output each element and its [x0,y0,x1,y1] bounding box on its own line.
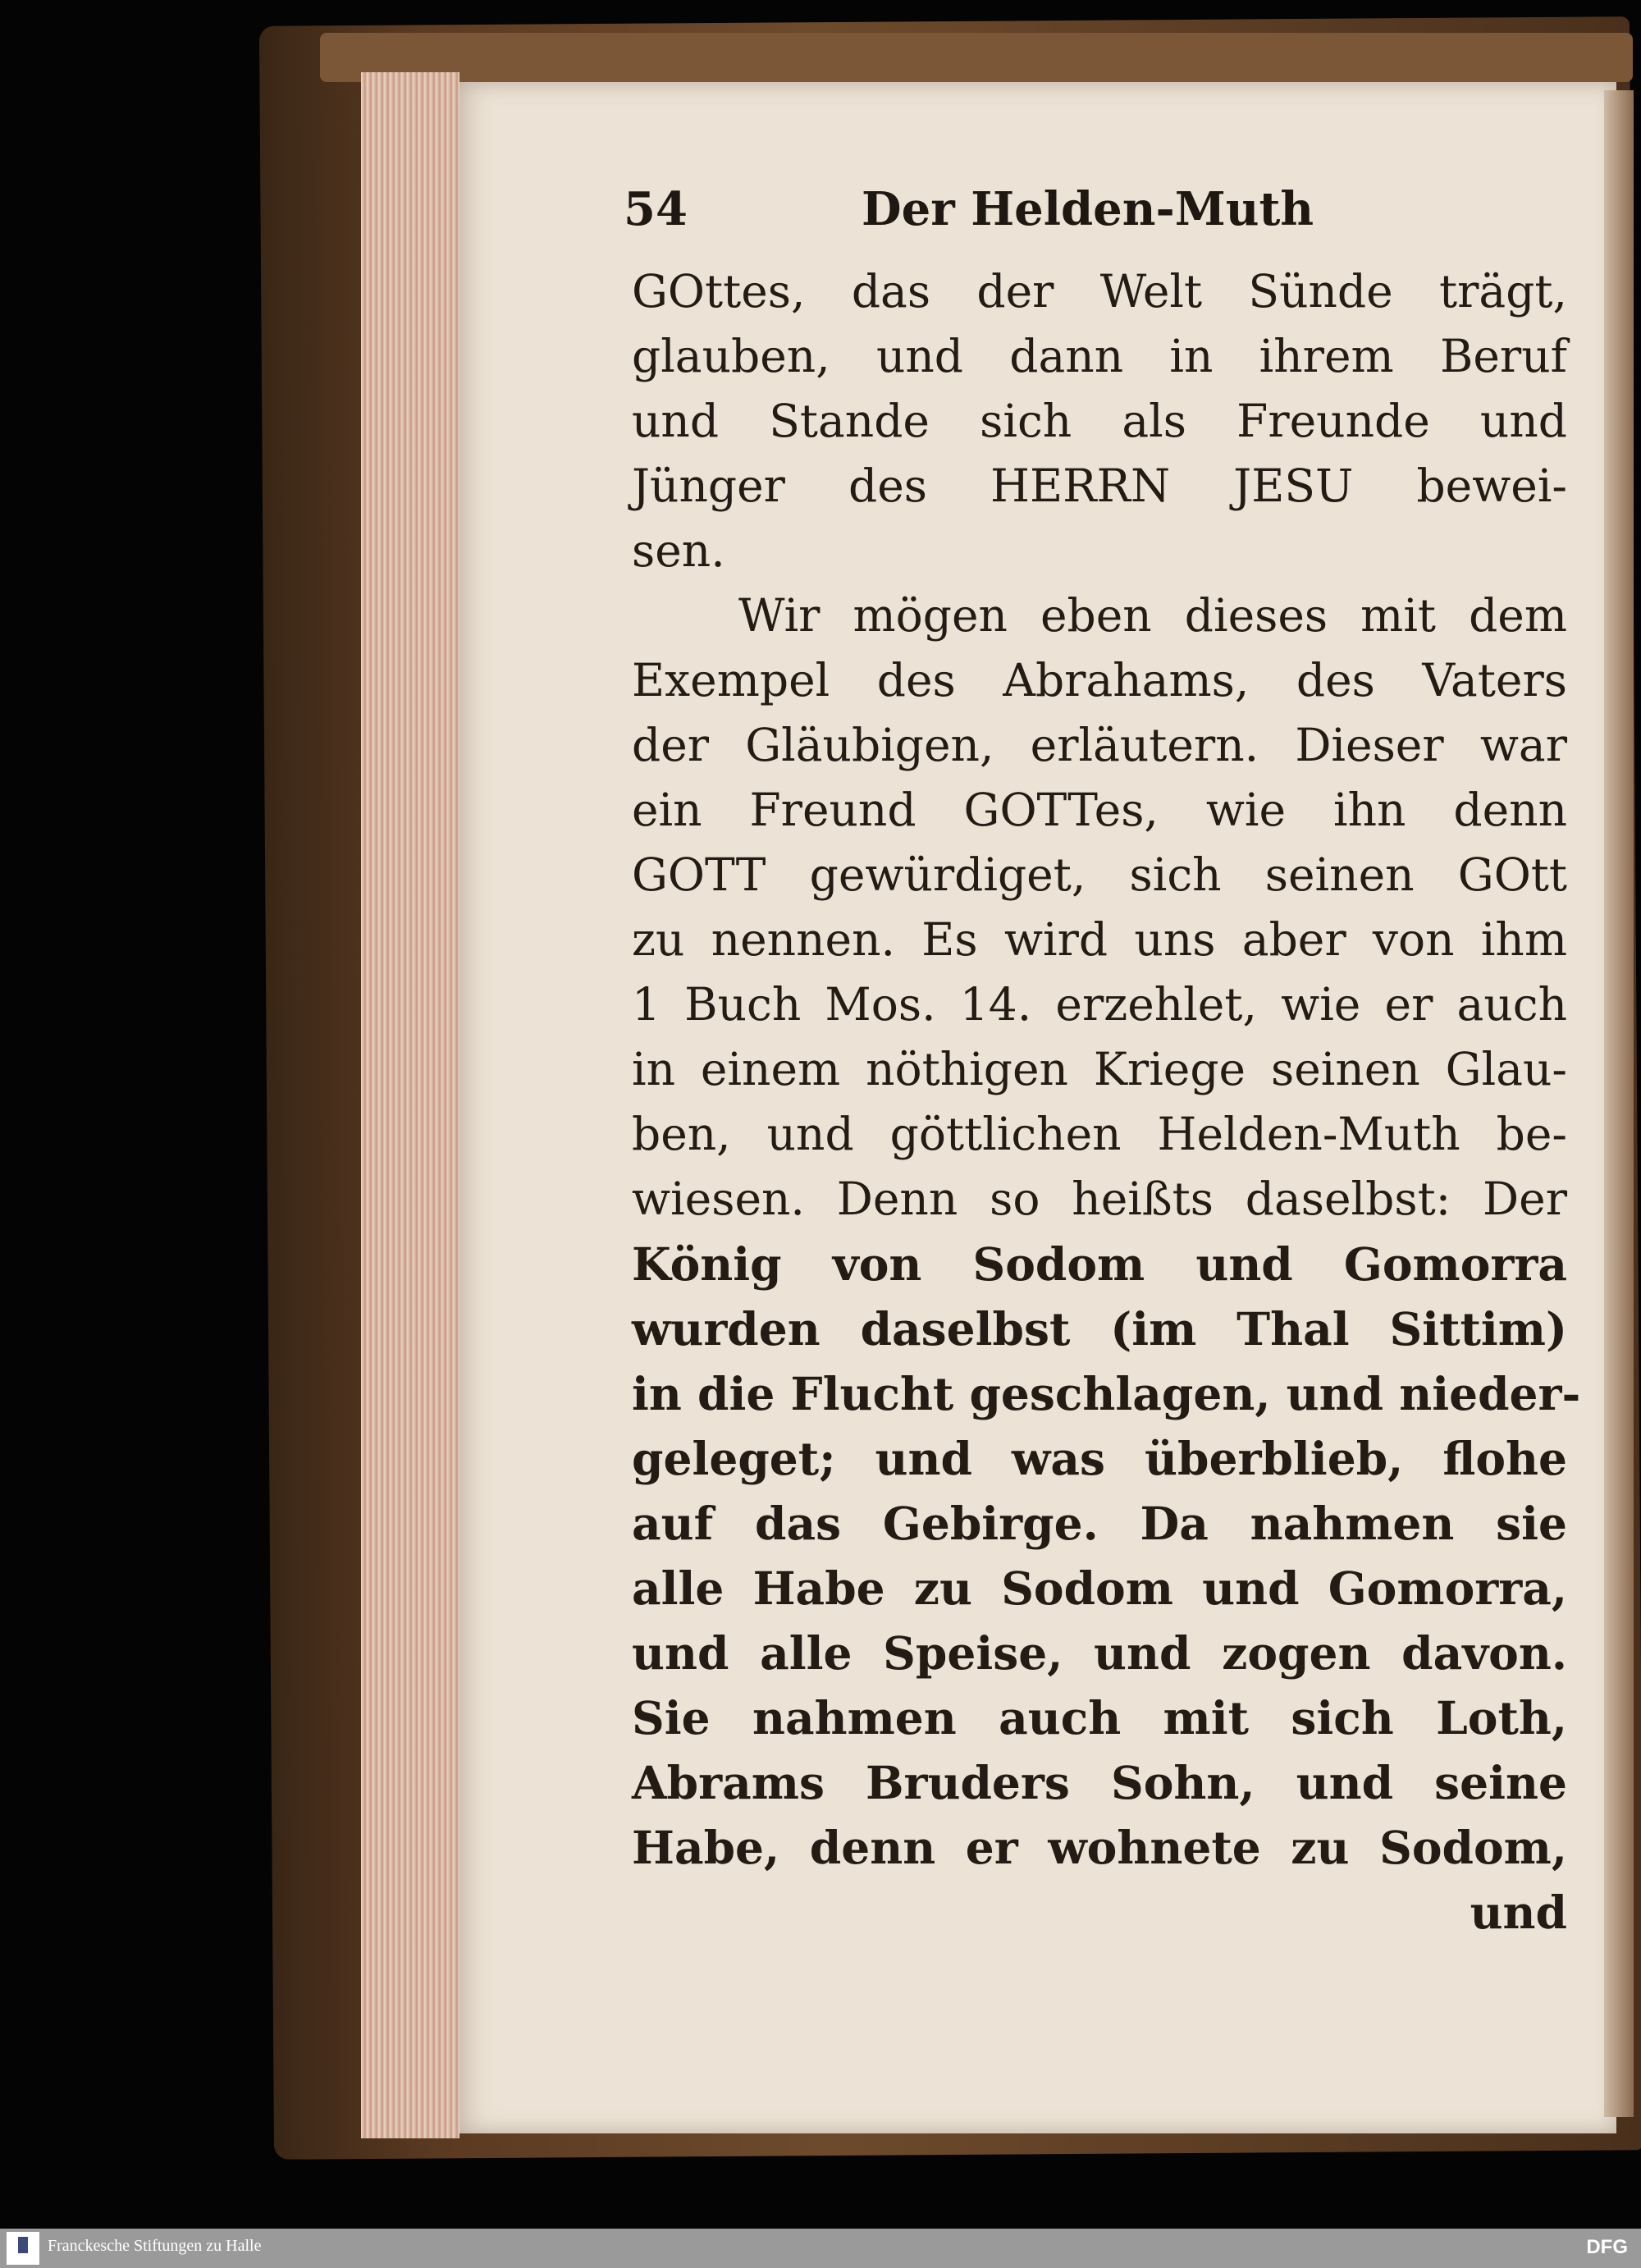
page-gutter [1604,90,1634,2117]
text-line: und Stande sich als Freunde und [632,395,1567,447]
institution-name: Franckesche Stiftungen zu Halle [48,2237,262,2255]
page-number: 54 [624,182,688,236]
text-line: Jünger des HERRN JESU bewei- [632,460,1567,512]
quote-line: Abrams Bruders Sohn, und seine [632,1756,1567,1809]
running-head [624,174,1567,248]
text-line: GOttes, das der Welt Sünde trägt, [632,265,1567,318]
text-line: GOTT gewürdiget, sich seinen GOtt [632,848,1567,901]
quote-line: König von Sodom und Gomorra [632,1237,1567,1291]
quote-line: Sie nahmen auch mit sich Loth, [632,1691,1567,1744]
page-edges [361,72,459,2138]
quote-line: in die Flucht geschlagen, und nieder- [632,1367,1581,1420]
text-line: wiesen. Denn so heißts daselbst: Der [632,1173,1567,1225]
institution-logo-icon [7,2232,39,2265]
book-cover-top-edge [320,33,1633,82]
catchword: und [1470,1886,1567,1939]
quote-line: und alle Speise, und zogen davon. [632,1626,1567,1680]
quote-line: auf das Gebirge. Da nahmen sie [632,1497,1567,1550]
running-title: Der Helden-Muth [862,182,1314,236]
text-line: glauben, und dann in ihrem Beruf [632,330,1567,382]
body-text [632,259,1581,1945]
text-line: zu nennen. Es wird uns aber von ihm [632,913,1567,966]
text-line: 1 Buch Mos. 14. erzehlet, wie er auch [632,978,1567,1031]
text-line: sen. [632,524,725,577]
text-line: ben, und göttlichen Helden-Muth be- [632,1108,1567,1160]
text-line: Wir mögen eben dieses mit dem [738,589,1567,642]
quote-line: geleget; und was überblieb, flohe [632,1432,1567,1485]
dfg-logo: DFG [1586,2236,1628,2258]
quote-line: alle Habe zu Sodom und Gomorra, [632,1562,1567,1615]
text-line: der Gläubigen, erläutern. Dieser war [632,719,1567,771]
quote-line: wurden daselbst (im Thal Sittim) [632,1302,1567,1356]
quote-line: Habe, denn er wohnete zu Sodom, [632,1821,1567,1874]
viewer-footer [0,2229,1641,2268]
text-line: Exempel des Abrahams, des Vaters [632,654,1567,706]
text-line: ein Freund GOTTes, wie ihn denn [632,784,1567,836]
text-line: in einem nöthigen Kriege seinen Glau- [632,1043,1567,1095]
